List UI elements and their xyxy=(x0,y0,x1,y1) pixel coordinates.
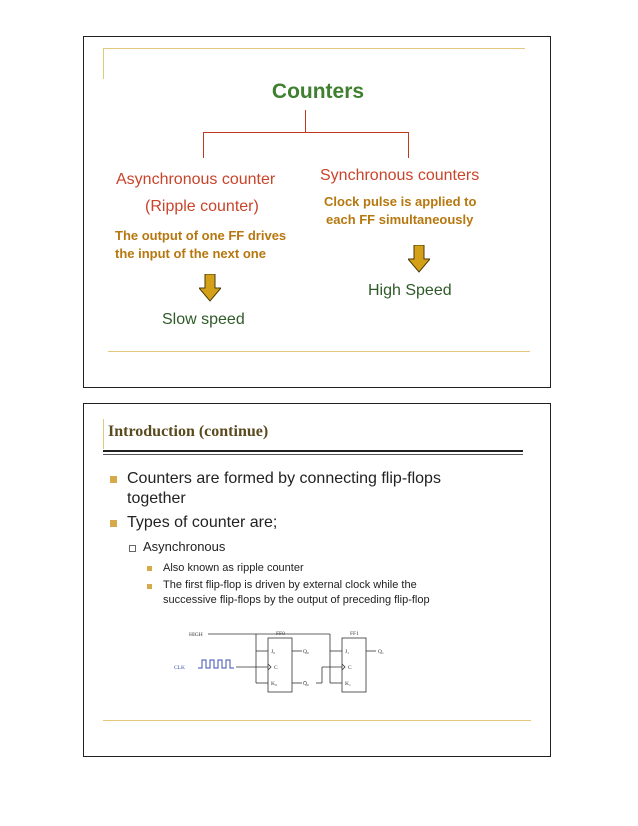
hollow-square-bullet-icon xyxy=(129,545,136,552)
async-heading: Asynchronous counter xyxy=(116,171,276,188)
q1-label: Q₁ xyxy=(378,649,384,655)
slide-title: Counters xyxy=(271,80,365,103)
clk-label: CLK xyxy=(174,665,185,671)
left-gold-rule xyxy=(103,48,104,79)
j0-label: J₀ xyxy=(271,649,276,655)
top-gold-rule xyxy=(103,48,525,49)
sub-bullet-asynchronous: Asynchronous xyxy=(143,539,226,554)
bullet-square-icon xyxy=(147,584,152,589)
high-label: HIGH xyxy=(189,632,203,638)
async-desc-line1: The output of one FF drives xyxy=(115,228,287,243)
c1-label: C xyxy=(348,665,352,671)
clock-waveform xyxy=(198,660,234,668)
down-arrow-icon xyxy=(199,274,221,302)
sync-heading: Synchronous counters xyxy=(320,167,480,184)
tree-right-leg xyxy=(408,132,409,158)
bottom-gold-rule xyxy=(108,351,530,352)
bullet-square-icon xyxy=(147,566,152,571)
bullet-square-icon xyxy=(110,520,117,527)
sub-sub-bullet-2-line2: successive flip-flops by the output of preceding flip-flop xyxy=(163,594,430,606)
ff1-label: FF1 xyxy=(350,631,359,637)
slide-introduction xyxy=(83,403,551,757)
bottom-gold-rule xyxy=(103,720,531,721)
bullet-1-line1: Counters are formed by connecting flip-flops xyxy=(127,470,441,487)
sync-desc-line1: Clock pulse is applied to xyxy=(324,194,477,209)
q0bar-label: Q̅₀ xyxy=(303,681,309,687)
down-arrow-icon xyxy=(408,245,430,273)
left-gold-rule xyxy=(103,419,104,449)
ripple-counter-circuit-diagram xyxy=(172,624,402,706)
title-rule-thick xyxy=(103,450,523,452)
sync-desc-line2: each FF simultaneously xyxy=(326,212,474,227)
slow-speed-label: Slow speed xyxy=(162,311,245,328)
c0-label: C xyxy=(274,665,278,671)
high-speed-label: High Speed xyxy=(368,282,452,299)
ripple-subheading: (Ripple counter) xyxy=(145,198,259,215)
sub-sub-bullet-1: Also known as ripple counter xyxy=(163,562,304,574)
k0-label: K₀ xyxy=(271,681,277,687)
bullet-2-line1: Types of counter are; xyxy=(127,514,278,531)
tree-branch xyxy=(203,132,409,133)
q0-label: Q₀ xyxy=(303,649,309,655)
async-desc-line2: the input of the next one xyxy=(115,246,266,261)
title-rule-thin xyxy=(103,454,523,455)
tree-left-leg xyxy=(203,132,204,158)
ff0-label: FF0 xyxy=(276,631,285,637)
slide-counters xyxy=(83,36,551,388)
sub-sub-bullet-2-line1: The first flip-flop is driven by external clock while the xyxy=(163,579,417,591)
bullet-1-line2: together xyxy=(127,490,186,507)
bullet-square-icon xyxy=(110,476,117,483)
slide-title: Introduction (continue) xyxy=(108,423,269,440)
j1-label: J₁ xyxy=(345,649,350,655)
tree-trunk xyxy=(305,110,306,132)
k1-label: K₁ xyxy=(345,681,351,687)
